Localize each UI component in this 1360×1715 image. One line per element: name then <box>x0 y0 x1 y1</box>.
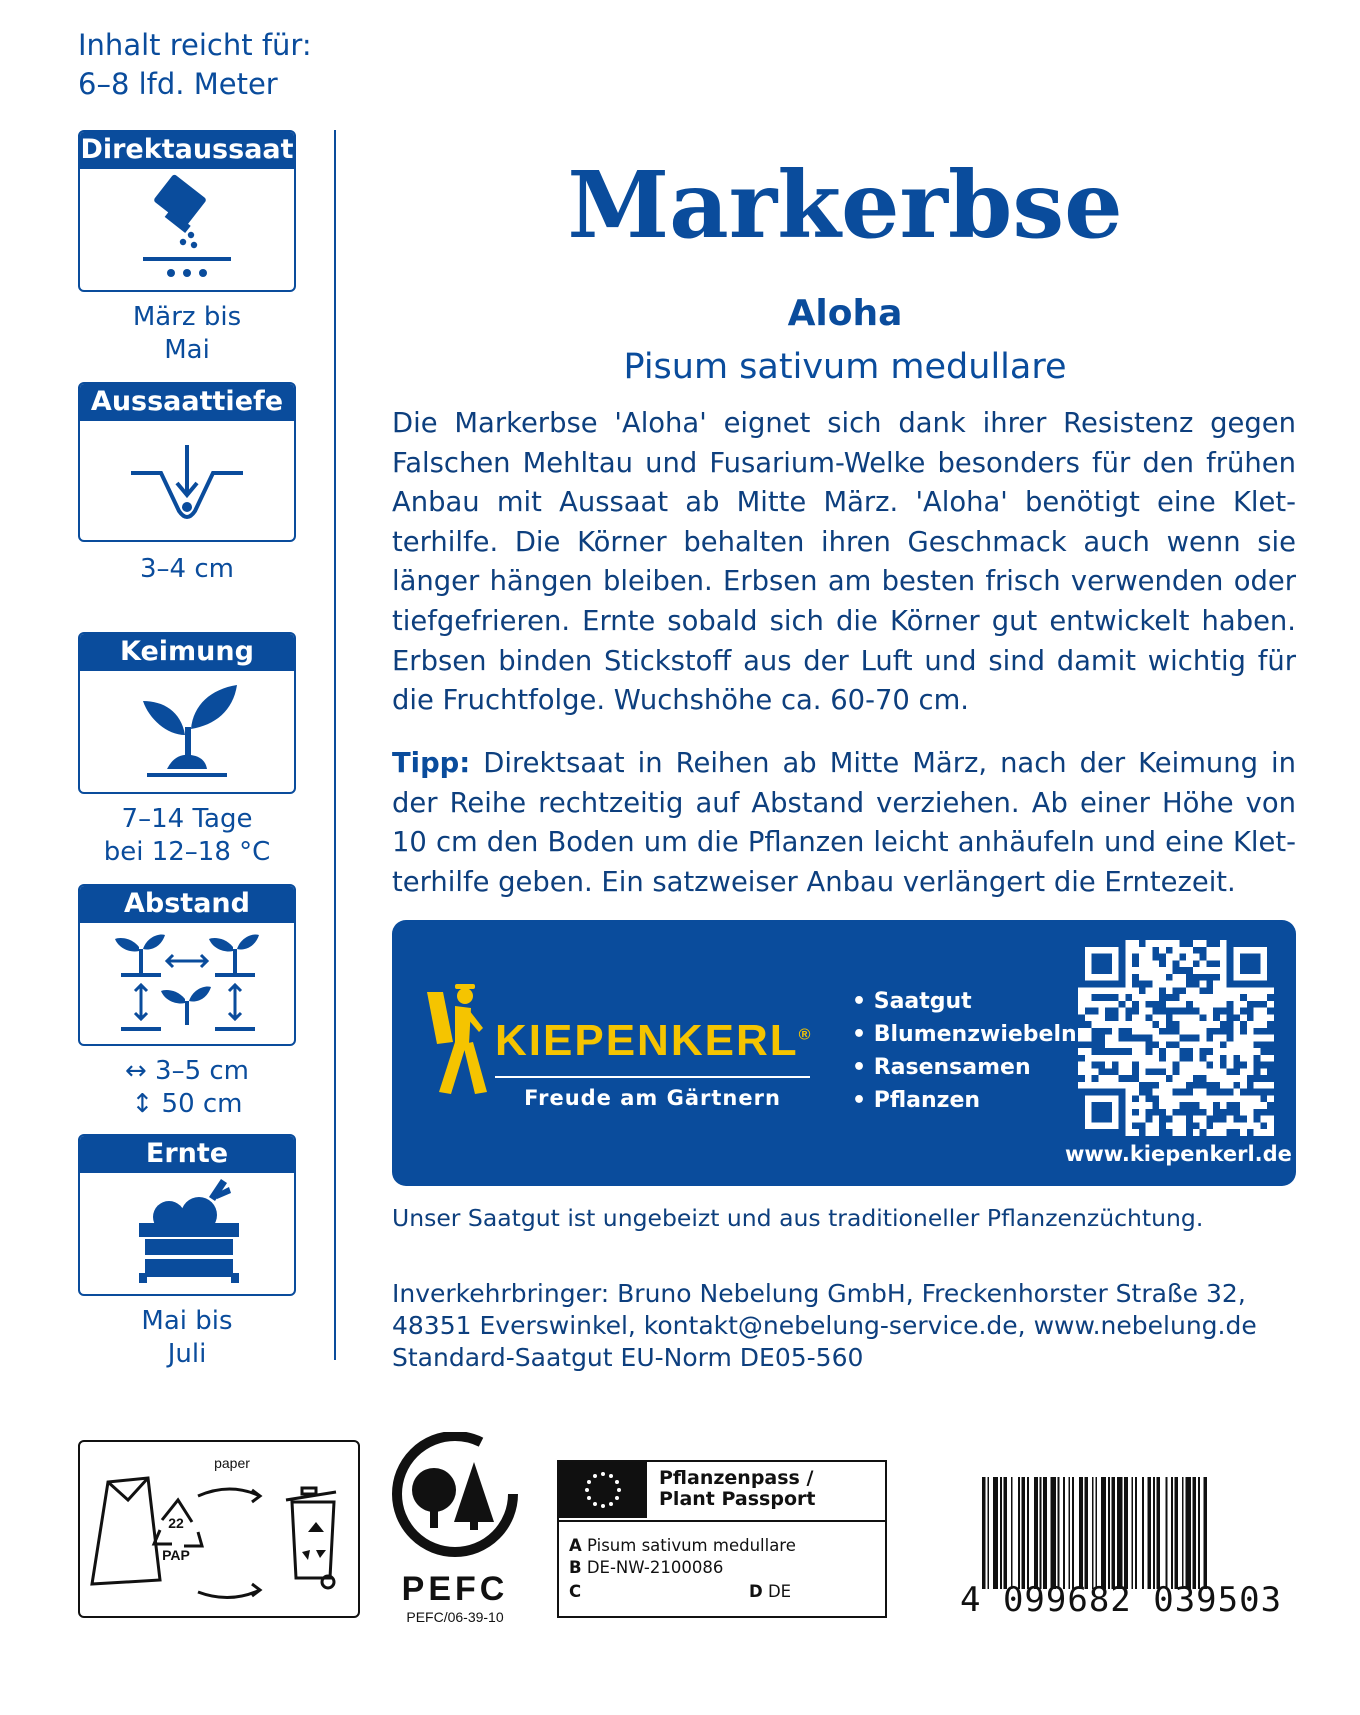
passport-row-c <box>569 1582 581 1601</box>
passport-title <box>659 1468 815 1510</box>
tip-paragraph <box>392 744 1296 902</box>
brand-name <box>495 1016 812 1066</box>
recycle-code: 22 <box>168 1515 184 1531</box>
registered-mark: ® <box>798 1026 813 1044</box>
importer-line: Inverkehrbringer: Bruno Nebelung GmbH, Freckenhorster Straße 32, <box>392 1279 1246 1308</box>
passport-d-value: DE <box>767 1582 792 1601</box>
pefc-logo <box>390 1432 520 1625</box>
direct-sowing-caption-line1: März bis <box>132 302 242 332</box>
direct-sowing-caption <box>78 301 296 367</box>
category-item: • Saatgut <box>852 989 972 1014</box>
harvest-title: Ernte <box>80 1136 294 1173</box>
passport-row-a <box>569 1536 796 1555</box>
brand-slogan: Freude am Gärtnern <box>524 1086 781 1110</box>
recycling-icon <box>80 1442 358 1616</box>
content-amount-label: Inhalt reicht für: <box>78 28 312 62</box>
ean-number: 4 099682 039503 <box>960 1580 1283 1620</box>
brand-url[interactable]: www.kiepenkerl.de <box>1065 1142 1292 1166</box>
passport-title-line1: Pflanzenpass / <box>659 1467 814 1489</box>
sowing-icon <box>87 169 287 287</box>
eu-flag-icon <box>559 1462 647 1518</box>
germination-caption <box>78 803 296 869</box>
passport-a-label: A <box>569 1536 582 1555</box>
passport-row-d <box>749 1582 791 1601</box>
harvest-box <box>78 1134 296 1296</box>
passport-a-value: Pisum sativum medullare <box>587 1536 796 1555</box>
passport-d-label: D <box>749 1582 763 1601</box>
barcode-icon <box>982 1477 1278 1589</box>
seed-depth-icon <box>87 421 287 539</box>
recycle-paper-label: paper <box>214 1455 250 1471</box>
brand-underline <box>495 1076 810 1078</box>
passport-row-b <box>569 1558 723 1577</box>
importer-line: 48351 Everswinkel, kontakt@nebelung-service.de, www.nebelung.de <box>392 1311 1257 1340</box>
latin-name: Pisum sativum medullare <box>623 347 1067 387</box>
germination-title: Keimung <box>80 634 294 671</box>
qr-code-icon[interactable] <box>1078 940 1274 1136</box>
content-amount-value: 6–8 lfd. Meter <box>78 67 278 101</box>
spacing-box <box>78 884 296 1046</box>
harvest-crate-icon <box>87 1173 287 1291</box>
germination-caption-line1: 7–14 Tage <box>121 804 253 834</box>
passport-header <box>559 1462 885 1522</box>
importer-line: Standard-Saatgut EU-Norm DE05-560 <box>392 1343 864 1372</box>
pefc-trees-icon <box>390 1432 520 1572</box>
category-item: • Rasensamen <box>852 1055 1031 1080</box>
recycle-pap-label: PAP <box>162 1547 190 1563</box>
tip-label: Tipp: <box>392 748 471 779</box>
germination-caption-line2: bei 12–18 °C <box>103 837 271 867</box>
recycling-box <box>78 1440 360 1618</box>
pefc-wordmark: PEFC <box>401 1570 509 1608</box>
sowing-depth-caption-line1: 3–4 cm <box>140 554 234 584</box>
sowing-depth-title: Aussaattiefe <box>80 384 294 421</box>
spacing-icon <box>87 923 287 1041</box>
harvest-caption <box>78 1305 296 1371</box>
brand-wordmark: KIEPENKERL <box>495 1016 799 1065</box>
passport-b-value: DE-NW-2100086 <box>586 1558 724 1577</box>
plant-passport <box>557 1460 887 1618</box>
pefc-code: PEFC/06-39-10 <box>406 1609 504 1625</box>
variety-name: Aloha <box>787 293 903 334</box>
tip-text: Direktsaat in Reihen ab Mitte März, nach der Keimung in der Reihe rechtzeitig auf Abstand verziehen. Ab einer Höhe von 10 cm den Boden um die Pflanzen leicht anhäufeln und eine Kletterhilfe geben. Ein satzweiser Anbau verlängert die Erntezeit. <box>392 748 1296 898</box>
horizontal-arrow-icon: ↔ <box>124 1056 156 1086</box>
spacing-caption <box>78 1055 296 1121</box>
seed-note: Unser Saatgut ist ungebeizt und aus traditioneller Pflanzenzüchtung. <box>392 1204 1204 1232</box>
direct-sowing-title: Direktaussaat <box>80 132 294 169</box>
spacing-title: Abstand <box>80 886 294 923</box>
category-item: • Blumenzwiebeln <box>852 1022 1077 1047</box>
vertical-arrow-icon: ↕ <box>131 1089 162 1119</box>
harvest-caption-line1: Mai bis <box>141 1306 233 1336</box>
hiker-logo-icon <box>425 982 495 1102</box>
product-title: Markerbse <box>567 151 1123 259</box>
germination-box <box>78 632 296 794</box>
passport-c-label: C <box>569 1582 582 1601</box>
spacing-caption-row2 <box>78 1088 296 1121</box>
sprout-icon <box>87 671 287 789</box>
spacing-caption-line1: 3–5 cm <box>155 1056 250 1086</box>
passport-title-line2: Plant Passport <box>659 1488 816 1510</box>
sowing-depth-box <box>78 382 296 542</box>
category-item: • Pflanzen <box>852 1088 981 1113</box>
direct-sowing-box <box>78 130 296 292</box>
product-categories <box>852 985 1077 1117</box>
column-divider <box>334 130 336 1360</box>
passport-b-label: B <box>569 1558 582 1577</box>
sowing-depth-caption <box>78 553 296 586</box>
description-text: Die Markerbse 'Aloha' eignet sich dank ihrer Resistenz gegen Falschen Mehltau und Fusarium-Welke besonders für den frühen Anbau mit Aussaat ab Mitte März. 'Aloha' benötigt eine Kletterhilfe. Die Körner behalten ihren Geschmack auch wenn sie länger hängen bleiben. Erbsen am besten frisch verwenden oder tiefgefrieren. Ernte sobald sich die Körner gut entwickelt haben. Erbsen binden Stickstoff aus der Luft und sind damit wichtig für die Fruchtfolge. Wuchshöhe ca. 60-70 cm. <box>392 408 1296 717</box>
content-amount <box>78 26 312 104</box>
importer-info <box>392 1278 1257 1374</box>
direct-sowing-caption-line2: Mai <box>164 335 210 365</box>
harvest-caption-line2: Juli <box>167 1339 207 1369</box>
spacing-caption-line2: 50 cm <box>161 1089 243 1119</box>
spacing-caption-row1 <box>78 1055 296 1088</box>
